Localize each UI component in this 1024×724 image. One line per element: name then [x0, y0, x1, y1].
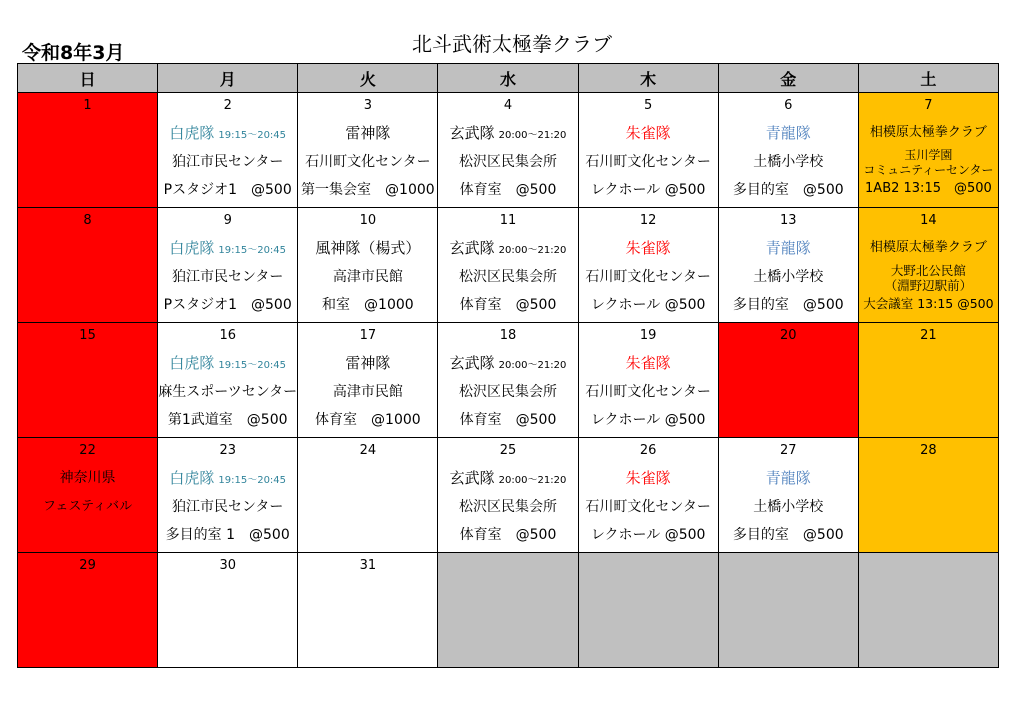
session-time: 20:00～21:20	[498, 360, 567, 371]
day-number: 9	[223, 213, 232, 228]
day-number: 15	[79, 328, 96, 343]
room-fee: 体育室 @500	[459, 527, 557, 543]
day-number: 28	[920, 443, 937, 458]
empty-cell	[438, 553, 578, 668]
day-cell-12	[578, 208, 718, 323]
day-number: 10	[359, 213, 377, 228]
venue: 麻生スポーツセンター	[158, 383, 298, 400]
calendar-table	[17, 63, 999, 668]
day-number: 2	[223, 98, 232, 113]
room-fee: レクホール @500	[590, 527, 706, 543]
week-row	[18, 553, 999, 668]
day-number: 13	[780, 213, 797, 228]
team-name: 相模原太極拳クラブ	[869, 125, 987, 140]
weekday-mon: 月	[158, 64, 298, 93]
event-name: 神奈川県	[59, 470, 116, 486]
day-cell-24	[298, 438, 438, 553]
team-name: 白虎隊	[169, 239, 215, 257]
room-fee: 多目的室 @500	[732, 527, 844, 543]
day-number: 19	[639, 328, 657, 343]
room-fee: 多目的室 @500	[732, 182, 844, 198]
session-time: 20:00～21:20	[498, 130, 567, 141]
venue: 高津市民館	[332, 383, 403, 400]
team-name: 朱雀隊	[625, 469, 671, 487]
venue: 玉川学園	[904, 147, 953, 162]
day-cell-20	[718, 323, 858, 438]
team-name: 朱雀隊	[625, 124, 671, 142]
venue: 大野北公民館	[890, 262, 966, 278]
team-name: 玄武隊	[449, 469, 495, 487]
venue: 松沢区民集会所	[458, 268, 557, 285]
room-fee: レクホール @500	[590, 412, 706, 428]
team-name: 相模原太極拳クラブ	[869, 240, 987, 255]
day-number: 27	[780, 443, 797, 458]
venue: 狛江市民センター	[171, 268, 284, 285]
day-cell-17	[298, 323, 438, 438]
venue: 狛江市民センター	[171, 498, 284, 515]
team-name: 白虎隊	[169, 469, 215, 487]
day-number: 12	[639, 213, 657, 228]
day-cell-15	[18, 323, 158, 438]
room-fee: Pスタジオ1 @500	[163, 182, 292, 198]
session-time: 20:00～21:20	[498, 475, 567, 486]
day-number: 7	[924, 98, 933, 113]
team-name: 青龍隊	[765, 239, 811, 257]
empty-cell	[718, 553, 858, 668]
session-time: 19:15～20:45	[218, 245, 287, 256]
day-number: 5	[643, 98, 653, 113]
room-fee: 和室 @1000	[322, 297, 414, 313]
weekday-header-row	[18, 64, 999, 93]
venue: 石川町文化センター	[305, 153, 431, 170]
team-name: 風神隊（楊式）	[315, 239, 421, 257]
day-cell-8	[18, 208, 158, 323]
session-time: 19:15～20:45	[218, 475, 287, 486]
day-number: 16	[219, 328, 236, 343]
day-cell-14	[858, 208, 998, 323]
room-fee: レクホール @500	[590, 182, 706, 198]
room-fee: 体育室 @500	[459, 297, 557, 313]
day-number: 31	[359, 558, 377, 573]
week-row	[18, 93, 999, 208]
day-cell-3	[298, 93, 438, 208]
team-name: 玄武隊	[449, 239, 495, 257]
day-number: 1	[83, 98, 92, 113]
team-name: 玄武隊	[449, 124, 495, 142]
empty-cell	[858, 553, 998, 668]
weekday-sat: 土	[858, 64, 998, 93]
room-fee: 体育室 @500	[459, 182, 557, 198]
page-title: 北斗武術太極拳クラブ	[412, 32, 612, 56]
room-fee: 第1武道室 @500	[167, 412, 288, 428]
day-cell-4	[438, 93, 578, 208]
day-cell-9	[158, 208, 298, 323]
session-time: 19:15～20:45	[218, 360, 287, 371]
day-number: 3	[363, 98, 372, 113]
venue: 高津市民館	[332, 268, 403, 285]
day-cell-11	[438, 208, 578, 323]
day-number: 24	[359, 443, 377, 458]
day-cell-19	[578, 323, 718, 438]
session-time: 20:00～21:20	[498, 245, 567, 256]
day-cell-22	[18, 438, 158, 553]
team-name: 白虎隊	[169, 354, 215, 372]
weekday-wed: 水	[438, 64, 578, 93]
room-fee: 多目的室 @500	[732, 297, 844, 313]
venue: 石川町文化センター	[585, 383, 711, 400]
day-number: 11	[499, 213, 517, 228]
day-cell-2	[158, 93, 298, 208]
venue: 石川町文化センター	[585, 498, 711, 515]
venue: 松沢区民集会所	[458, 153, 557, 170]
room-fee: 1AB2 13:15 @500	[865, 180, 992, 196]
room-fee: 体育室 @500	[459, 412, 557, 428]
day-number: 25	[499, 443, 517, 458]
room-fee: 体育室 @1000	[315, 412, 421, 428]
day-cell-21	[858, 323, 998, 438]
day-cell-31	[298, 553, 438, 668]
day-cell-27	[718, 438, 858, 553]
day-number: 8	[83, 213, 92, 228]
room-fee: 多目的室 1 @500	[165, 527, 290, 543]
day-number: 22	[79, 443, 96, 458]
team-name: 青龍隊	[765, 469, 811, 487]
empty-cell	[578, 553, 718, 668]
day-number: 20	[780, 328, 797, 343]
session-time: 19:15～20:45	[218, 130, 287, 141]
venue: 石川町文化センター	[585, 268, 711, 285]
venue: 狛江市民センター	[171, 153, 284, 170]
room-fee: Pスタジオ1 @500	[163, 297, 292, 313]
day-number: 14	[920, 213, 937, 228]
room-fee: 大会議室 13:15 @500	[863, 295, 994, 311]
team-name: 朱雀隊	[625, 239, 671, 257]
week-row	[18, 438, 999, 553]
day-number: 17	[359, 328, 377, 343]
day-cell-23	[158, 438, 298, 553]
venue: 土橋小学校	[753, 153, 824, 170]
day-cell-29	[18, 553, 158, 668]
era-month-label: 令和8年3月	[22, 42, 125, 64]
weekday-fri: 金	[718, 64, 858, 93]
venue: 石川町文化センター	[585, 153, 711, 170]
day-cell-1	[18, 93, 158, 208]
day-cell-5	[578, 93, 718, 208]
day-number: 18	[499, 328, 517, 343]
day-number: 29	[79, 558, 96, 573]
day-cell-25	[438, 438, 578, 553]
day-cell-26	[578, 438, 718, 553]
weekday-sun: 日	[18, 64, 158, 93]
day-cell-13	[718, 208, 858, 323]
day-cell-28	[858, 438, 998, 553]
day-cell-16	[158, 323, 298, 438]
team-name: 白虎隊	[169, 124, 215, 142]
room-fee: 第一集会室 @1000	[301, 182, 435, 198]
event-detail: フェスティバル	[43, 498, 133, 514]
venue-detail: コミュニティーセンター	[863, 162, 994, 177]
day-number: 23	[219, 443, 236, 458]
team-name: 雷神隊	[345, 354, 391, 372]
weekday-thu: 木	[578, 64, 718, 93]
team-name: 雷神隊	[345, 124, 391, 142]
day-number: 30	[219, 558, 236, 573]
day-number: 6	[784, 98, 793, 113]
team-name: 朱雀隊	[625, 354, 671, 372]
day-cell-18	[438, 323, 578, 438]
venue: 土橋小学校	[753, 498, 824, 515]
week-row	[18, 323, 999, 438]
venue: 土橋小学校	[753, 268, 824, 285]
day-number: 21	[920, 328, 937, 343]
day-cell-10	[298, 208, 438, 323]
weekday-tue: 火	[298, 64, 438, 93]
day-cell-30	[158, 553, 298, 668]
team-name: 玄武隊	[449, 354, 495, 372]
venue: 松沢区民集会所	[458, 498, 557, 515]
week-row	[18, 208, 999, 323]
team-name: 青龍隊	[765, 124, 811, 142]
day-cell-7	[858, 93, 998, 208]
room-fee: レクホール @500	[590, 297, 706, 313]
day-number: 4	[503, 98, 513, 113]
day-cell-6	[718, 93, 858, 208]
venue: 松沢区民集会所	[458, 383, 557, 400]
venue-detail: （淵野辺駅前）	[884, 277, 973, 293]
day-number: 26	[639, 443, 657, 458]
